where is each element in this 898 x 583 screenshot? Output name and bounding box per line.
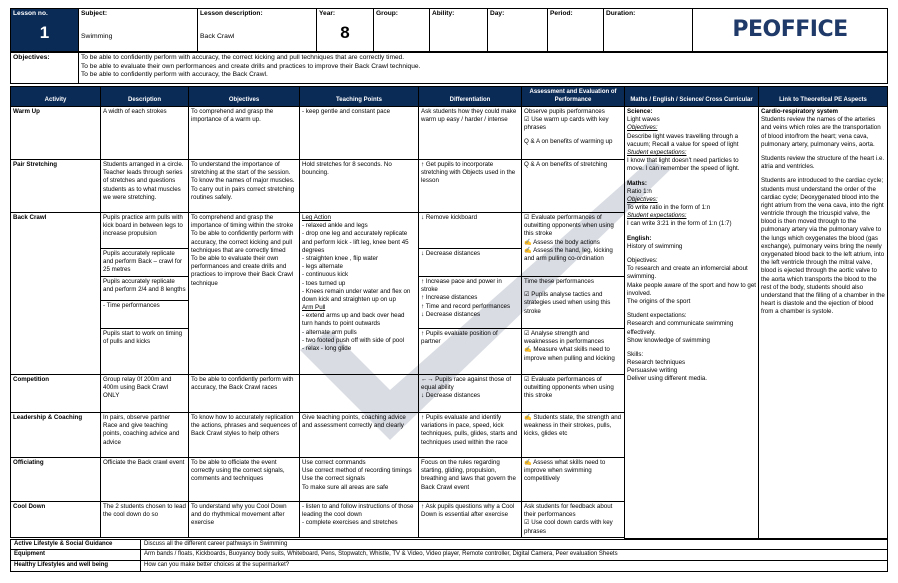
objectives-lines-cell xyxy=(79,53,888,84)
objectives-cell: To comprehend and grasp the importance of timing within the stroke To be able to confidently perform with accuracy, the correct kicking and pull techniques that are correctly timed To be able to evaluate their own performances and create drills and practices to improve their Back Crawl technique xyxy=(189,213,300,375)
col-description: Description xyxy=(101,87,189,107)
col-teaching-points: Teaching Points xyxy=(300,87,419,107)
equipment-label: Equipment xyxy=(11,550,141,561)
col-activity: Activity xyxy=(11,87,101,107)
table-row xyxy=(11,107,888,160)
differentiation-cell: Focus on the rules regarding starting, gliding, propulsion, breathing and laws that govern the Back Crawl event xyxy=(419,458,522,502)
assessment-cell: ✍ Assess what skills need to improve when swimming competitively xyxy=(522,458,625,502)
year-label: Year: xyxy=(319,10,336,17)
ability-label: Ability: xyxy=(432,10,455,17)
differentiation-cell: ↓ Remove kickboard ↓ Decrease distances ↑ Increase pace and power in stroke ↑ Increase distances ↑ Time and record performances ↓ Decrease distances ↑ Pupils evaluate position of partner xyxy=(419,213,522,375)
teaching-cell: - listen to and follow instructions of those leading the cool down - complete exercises and stretches xyxy=(300,502,419,538)
col-objectives: Objectives xyxy=(189,87,300,107)
objectives-label: Objectives: xyxy=(13,54,50,61)
assessment-cell: ✍ Students state, the strength and weakness in their strokes, pulls, kicks, glides etc xyxy=(522,413,625,458)
description-cell: The 2 students chosen to lead the cool down do so xyxy=(101,502,189,538)
activity-leadership-coaching: Leadership & Coaching xyxy=(11,413,101,458)
active-lifestyle-label: Active Lifestyle & Social Guidance xyxy=(11,539,141,550)
activity-warm-up: Warm Up xyxy=(11,107,101,160)
objectives-cell: To be able to confidently perform with accuracy, the Back Crawl races xyxy=(189,375,300,413)
activities-table xyxy=(10,86,888,539)
differentiation-cell: Ask students how they could make warm up easy / harder / intense xyxy=(419,107,522,160)
assessment-cell: Ask students for feedback about their performances ☑ Use cool down cards with key phrases xyxy=(522,502,625,538)
theory-link-cell: Cardio-respiratory system Students review the names of the arteries and veins which roles are the transportation of blood into/from the heart; vena cava, pulmonary artery, pulmonary veins, aorta. Students review the structure of the heart i.e. atria and ventricles. Students are introduced to the cardiac cycle; students must understand the order of the cardiac cycle; Deoxygenated blood into the right atrium from the vena cava, into the right ventricle through the tricuspid valve, the blood is then moved through to the pulmonary artery via the pulmonary valve to the lungs which oxygenates the blood (gas exchange), pulmonary veins bring the newly oxygenated blood back to the left atrium, into the left ventricle through the mitral valve, blood is ejected through the aortic valve to the aorta which transports the blood to the rest of the body, students should also understand that the filling of a chamber in the heart is diastole and the ejection of blood from a chamber is systole. xyxy=(759,107,888,539)
period-label: Period: xyxy=(550,10,573,17)
objective-line: To be able to confidently perform with accuracy, the Back Crawl. xyxy=(81,71,268,79)
assessment-cell: Q & A on benefits of stretching xyxy=(522,160,625,213)
group-cell xyxy=(374,9,430,52)
footer-table xyxy=(10,539,888,573)
group-label: Group: xyxy=(376,10,398,17)
description-value: Back Crawl xyxy=(200,32,235,40)
activity-back-crawl: Back Crawl xyxy=(11,213,101,375)
differentiation-cell: ↑ Pupils evaluate and identify variations in pace, speed, kick techniques, pulls, glides, starts and techniques used within the race xyxy=(419,413,522,458)
description-cell: A width of each strokes xyxy=(101,107,189,160)
teaching-cell: Give teaching points, coaching advice and assessment correctly and clearly xyxy=(300,413,419,458)
objectives-label-cell xyxy=(11,53,79,84)
activity-cool-down: Cool Down xyxy=(11,502,101,538)
description-cell: In pairs, observe partner Race and give teaching points, coaching advice and advice xyxy=(101,413,189,458)
description-cell xyxy=(198,9,317,52)
differentiation-cell: ↑ Get pupils to incorporate stretching with Objects used in the lesson xyxy=(419,160,522,213)
objectives-table xyxy=(10,52,888,84)
objectives-cell: To know how to accurately replication the actions, phrases and sequences of Back Crawl styles to help others xyxy=(189,413,300,458)
objective-line: To be able to evaluate their own performances and create drills and practices to improve their Back Crawl technique. xyxy=(81,62,421,70)
col-differentiation: Differentiation xyxy=(419,87,522,107)
lesson-number-cell xyxy=(11,9,79,52)
column-headers xyxy=(11,87,888,107)
description-cell: Students arranged in a circle. Teacher leads through series of stretches and questions students as to what muscles we were stretching. xyxy=(101,160,189,213)
logo-cell xyxy=(693,9,888,52)
differentiation-cell: ↑ Ask pupils questions why a Cool Down is essential after exercise xyxy=(419,502,522,538)
pe-office-logo: PEOFFICE xyxy=(732,17,848,43)
teaching-cell xyxy=(300,375,419,413)
objectives-cell: To understand the importance of stretching at the start of the session. To know the names of major muscles. To carry out in pairs correct stretching routines safely. xyxy=(189,160,300,213)
lesson-plan xyxy=(10,8,888,572)
differentiation-cell: ←→ Pupils race against those of equal ability ↓ Decrease distances xyxy=(419,375,522,413)
objectives-cell: To understand why you Cool Down and do rhythmical movement after exercise xyxy=(189,502,300,538)
teaching-cell: Hold stretches for 8 seconds. No bouncing. xyxy=(300,160,419,213)
assessment-cell: Observe pupils performances ☑ Use warm up cards with key phrases Q & A on benefits of warming up xyxy=(522,107,625,160)
col-cross-curricular: Maths / English / Science/ Cross Curricular xyxy=(625,87,759,107)
objectives-cell: To comprehend and grasp the importance of a warm up. xyxy=(189,107,300,160)
lesson-number-label: Lesson no. xyxy=(13,10,48,17)
description-cell: Group relay 0f 200m and 400m using Back Crawl ONLY xyxy=(101,375,189,413)
description-cell: Pupils practice arm pulls with kick board in between legs to increase propulsion Pupils accurately replicate and perform Back – crawl for 25 metres Pupils accurately replicate and perform 2/4 and 8 lengths - Time performances Pupils start to work on timing of pulls and kicks xyxy=(101,213,189,375)
objectives-cell: To be able to officiate the event correctly using the correct signals, comments and techniques xyxy=(189,458,300,502)
ability-cell xyxy=(430,9,488,52)
equipment-value: Arm bands / floats, Kickboards, Buoyancy body suits, Whiteboard, Pens, Stopwatch, Whistle, TV & Video, Video player, Remote controller, Digital Camera, Peer evaluation Sheets xyxy=(141,550,888,561)
subject-cell xyxy=(79,9,198,52)
subject-value: Swimming xyxy=(81,32,113,40)
teaching-cell: Leg Action - relaxed ankle and legs - drop one leg and accurately replicate and perform kick - lift leg, knee bent 45 degrees - straighten knee , flip water - legs alternate - continuous kick - toes turned up - Knees remain under water and flex on down kick and straighten up on up Arm Pull - extend arms up and back over head turn hands to point outwards - alternate arm pulls - two footed push off with side of pool - relax - long glide xyxy=(300,213,419,375)
year-value: 8 xyxy=(340,22,350,42)
duration-cell xyxy=(604,9,693,52)
activity-officiating: Officiating xyxy=(11,458,101,502)
healthy-lifestyles-value: How can you make better choices at the supermarket? xyxy=(141,561,888,572)
active-lifestyle-value: Discuss all the different career pathways in Swimming xyxy=(141,539,888,550)
year-cell xyxy=(317,9,374,52)
teaching-cell: Use correct commands Use correct method of recording timings Use the correct signals To make sure all areas are safe xyxy=(300,458,419,502)
header-table xyxy=(10,8,888,52)
objective-line: To be able to confidently perform with accuracy, the correct kicking and pull techniques that are correctly timed. xyxy=(81,54,405,61)
subject-label: Subject: xyxy=(81,10,108,17)
activity-competition: Competition xyxy=(11,375,101,413)
description-cell: Officiate the Back crawl event xyxy=(101,458,189,502)
assessment-cell: ☑ Evaluate performances of outwitting opponents when using this stroke ✍ Assess the body actions ✍ Assess the hand, leg, kicking and arm pulling co-ordination Time these performances ☑ Pupils analyse tactics and strategies used when using this stroke ☑ Analyse strength and weaknesses in performances ✍ Measure what skills need to improve when pulling and kicking xyxy=(522,213,625,375)
period-cell xyxy=(548,9,604,52)
healthy-lifestyles-label: Healthy Lifestyles and well being xyxy=(11,561,141,572)
lesson-number: 1 xyxy=(39,22,50,42)
duration-label: Duration: xyxy=(606,10,636,17)
day-label: Day: xyxy=(490,10,505,17)
col-theory-link: Link to Theoretical PE Aspects xyxy=(759,87,888,107)
assessment-cell: ☑ Evaluate performances of outwitting opponents when using this stroke xyxy=(522,375,625,413)
day-cell xyxy=(488,9,548,52)
activity-pair-stretching: Pair Stretching xyxy=(11,160,101,213)
description-label: Lesson description: xyxy=(200,10,263,17)
teaching-cell: - keep gentle and constant pace xyxy=(300,107,419,160)
col-assessment: Assessment and Evaluation of Performance xyxy=(522,87,625,107)
cross-curricular-cell: Science: Light waves Objectives: Describe light waves travelling through a vacuum; Recall a value for speed of light Student expectations: I know that light doesn't need particles to move. I can remember the speed of light. Maths: Ratio 1:n Objectives: To write ratio in the form of 1:n Student expectations: I can write 3:21 in the form of 1:n (1:7) English: History of swimming Objectives: To research and create an infomercial about swimming. Make people aware of the sport and how to get involved. The origins of the sport Student expectations: Research and communicate swimming effectively. Show knowledge of swimming Skills: Research techniques Persuasive writing Deliver using different media. xyxy=(625,107,759,539)
